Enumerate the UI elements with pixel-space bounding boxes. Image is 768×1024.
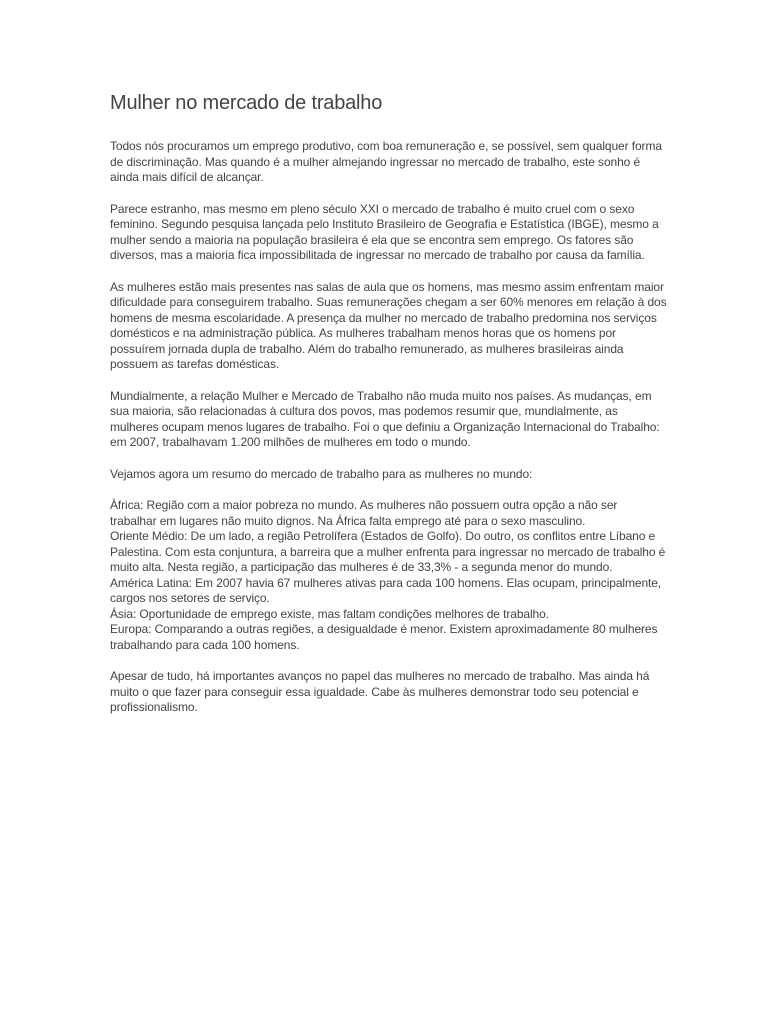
paragraph-line: de discriminação. Mas quando é a mulher almejando ingressar no mercado de trabalho, este sonho é [110,154,641,169]
paragraph-line: Apesar de tudo, há importantes avanços no papel das mulheres no mercado de trabalho. Mas ainda há [110,669,650,683]
paragraph-regions [110,498,666,653]
paragraph-line: sua maioria, são relacionadas à cultura dos povos, mas podemos resumir que, mundialmente, as [110,404,618,418]
paragraph-line: muito o que fazer para conseguir essa igualdade. Cabe às mulheres demonstrar todo seu potencial e [110,684,639,699]
paragraph-ibge [110,202,660,264]
paragraph-line: Vejamos agora um resumo do mercado de trabalho para as mulheres no mundo: [110,466,533,481]
region-line: América Latina: Em 2007 havia 67 mulheres ativas para cada 100 homens. Elas ocupam, principalmente, [110,575,662,590]
paragraph-summary-intro [110,467,660,483]
region-line: muito alta. Nesta região, a participação das mulheres é de 33,3% - a segunda menor do mundo. [110,560,613,574]
paragraph-line: em 2007, trabalhavam 1.200 milhões de mulheres em todo o mundo. [110,435,471,449]
document-title: Mulher no mercado de trabalho [110,92,383,114]
document-page [110,90,667,732]
paragraph-line: Todos nós procuramos um emprego produtivo, com boa remuneração e, se possível, sem qualquer forma [110,139,662,153]
region-line: Oriente Médio: De um lado, a região Petrolífera (Estados de Golfo). Do outro, os conflitos entre Líbano e [110,529,656,543]
region-line: Àfrica: Região com a maior pobreza no mundo. As mulheres não possuem outra opção a não ser [110,498,618,512]
paragraph-line: Mundialmente, a relação Mulher e Mercado de Trabalho não muda muito nos países. As mudanças, em [110,388,652,403]
paragraph-line: mulheres ocupam menos lugares de trabalho. Foi o que definiu a Organização Internacional do Trabalho: [110,419,660,434]
region-line: trabalhando para cada 100 homens. [110,637,300,652]
paragraph-line: ainda mais difícil de alcançar. [110,170,264,184]
region-line: trabalhar em lugares não muito dignos. Na África falta emprego até para o sexo masculino. [110,513,586,528]
paragraph-intro [110,139,660,186]
region-line: Palestina. Com esta conjuntura, a barreira que a mulher enfrenta para ingressar no mercado de trabalho é [110,544,666,559]
paragraph-line: feminino. Segundo pesquisa lançada pelo Instituto Brasileiro de Geografia e Estatística (IBGE), mesmo a [110,217,659,231]
paragraph-line: mulher sendo a maioria na população brasileira é ela que se encontra sem emprego. Os fatores são [110,232,634,247]
paragraph-line: As mulheres estão mais presentes nas salas de aula que os homens, mas mesmo assim enfrentam maior [110,279,664,294]
paragraph-line: domésticos e na administração pública. As mulheres trabalham menos horas que os homens por [110,326,616,340]
region-line: cargos nos setores de serviço. [110,591,270,605]
paragraph-line: homens de mesma escolaridade. A presença da mulher no mercado de trabalho predomina nos serviços [110,310,657,325]
paragraph-line: possuem as tarefas domésticas. [110,357,280,371]
paragraph-line: diversos, mas a maioria fica impossibilitada de ingressar no mercado de trabalho por causa da família. [110,248,645,262]
paragraph-line: dificuldade para conseguirem trabalho. Suas remunerações chegam a ser 60% menores em relação à dos [110,295,667,309]
paragraph-line: possuírem jornada dupla de trabalho. Além do trabalho remunerado, as mulheres brasileiras ainda [110,341,624,356]
paragraph-line: profissionalismo. [110,700,198,714]
paragraph-line: Parece estranho, mas mesmo em pleno século XXI o mercado de trabalho é muito cruel com o sexo [110,201,635,216]
region-line: Europa: Comparando a outras regiões, a desigualdade é menor. Existem aproximadamente 80 mulheres [110,622,658,636]
region-line: Ásia: Oportunidade de emprego existe, mas faltam condições melhores de trabalho. [110,606,549,621]
paragraph-worldwide [110,389,660,451]
paragraph-education [110,279,667,373]
paragraph-conclusion [110,669,660,716]
